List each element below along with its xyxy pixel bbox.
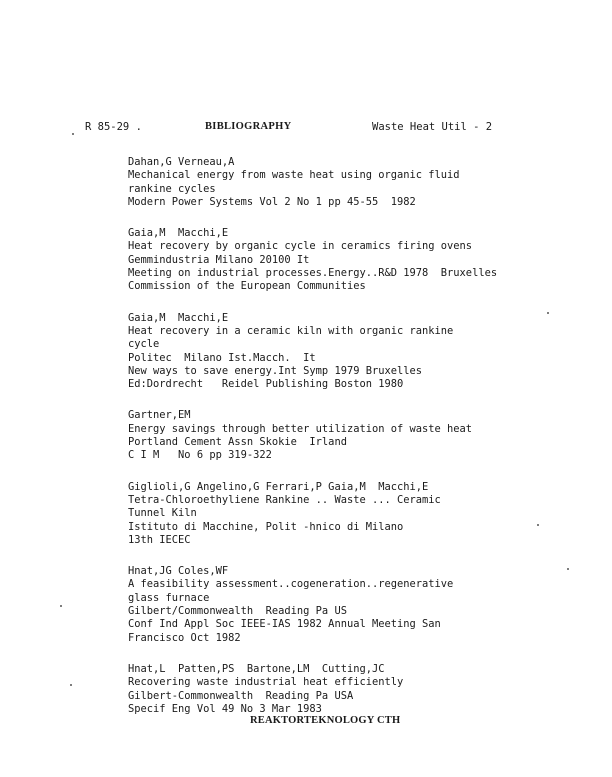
entry-line: Recovering waste industrial heat efficiently: [128, 676, 404, 689]
entry-line: C I M No 6 pp 319-322: [128, 449, 272, 462]
entry-line: Heat recovery by organic cycle in ceramics firing ovens: [128, 240, 473, 253]
entry-line: Tetra-Chloroethyliene Rankine .. Waste ... Ceramic: [128, 493, 441, 506]
section-label: Waste Heat Util - 2: [372, 121, 493, 133]
entry-line: Gemmindustria Milano 20100 It: [128, 253, 310, 266]
entry-line: New ways to save energy.Int Symp 1979 Bruxelles: [128, 364, 423, 377]
entry-line: Tunnel Kiln: [128, 507, 197, 520]
entry-line: Heat recovery in a ceramic kiln with organic rankine: [128, 324, 454, 337]
entry-authors: Dahan,G Verneau,A: [128, 156, 235, 168]
scan-speck: [537, 524, 539, 526]
entry-authors: Gartner,EM: [128, 409, 191, 422]
report-number: R 85-29 .: [85, 121, 142, 133]
bibliography-entry: [128, 663, 598, 716]
entry-line: Portland Cement Assn Skokie Irland: [128, 436, 347, 449]
entry-line: Politec Milano Ist.Macch. It: [128, 351, 316, 364]
entry-authors: Hnat,JG Coles,WF: [128, 565, 229, 578]
entry-authors: Hnat,L Patten,PS Bartone,LM Cutting,JC: [128, 662, 385, 675]
bibliography-entry: [128, 481, 598, 547]
entry-line: Gilbert/Commonwealth Reading Pa US: [128, 605, 347, 618]
footer-label: REAKTORTEKNOLOGY CTH: [250, 715, 401, 726]
entry-line: glass furnace: [128, 591, 210, 604]
scan-speck: [547, 312, 549, 314]
entry-line: Gilbert-Commonwealth Reading Pa USA: [128, 689, 354, 702]
bibliography-list: [128, 156, 598, 734]
entry-line: rankine cycles: [128, 182, 216, 195]
page-title: BIBLIOGRAPHY: [205, 121, 292, 132]
bibliography-entry: [128, 156, 598, 209]
entry-line: Commission of the European Communities: [128, 280, 366, 293]
entry-line: Mechanical energy from waste heat using organic fluid: [128, 169, 460, 182]
entry-line: cycle: [128, 338, 160, 351]
bibliography-entry: [128, 565, 598, 645]
bibliography-entry: [128, 312, 598, 392]
bibliography-entry: [128, 227, 598, 293]
scan-speck: [70, 684, 72, 686]
entry-authors: Giglioli,G Angelino,G Ferrari,P Gaia,M Macchi,E: [128, 480, 429, 493]
scan-speck: [60, 605, 62, 607]
entry-authors: Gaia,M Macchi,E: [128, 227, 229, 240]
scan-speck: [567, 568, 569, 570]
entry-line: A feasibility assessment..cogeneration..regenerative: [128, 578, 454, 591]
scan-speck: [72, 133, 74, 135]
entry-line: Ed:Dordrecht Reidel Publishing Boston 1980: [128, 378, 404, 391]
entry-authors: Gaia,M Macchi,E: [128, 311, 229, 324]
entry-line: Francisco Oct 1982: [128, 631, 241, 644]
entry-line: 13th IECEC: [128, 533, 191, 546]
entry-line: Istituto di Macchine, Polit -hnico di Milano: [128, 520, 404, 533]
entry-line: Modern Power Systems Vol 2 No 1 pp 45-55 1982: [128, 195, 416, 208]
entry-line: Energy savings through better utilization of waste heat: [128, 422, 473, 435]
entry-line: Specif Eng Vol 49 No 3 Mar 1983: [128, 702, 322, 715]
entry-line: Meeting on industrial processes.Energy..R&D 1978 Bruxelles: [128, 267, 498, 280]
entry-line: Conf Ind Appl Soc IEEE-IAS 1982 Annual Meeting San: [128, 618, 441, 631]
bibliography-entry: [128, 409, 598, 462]
